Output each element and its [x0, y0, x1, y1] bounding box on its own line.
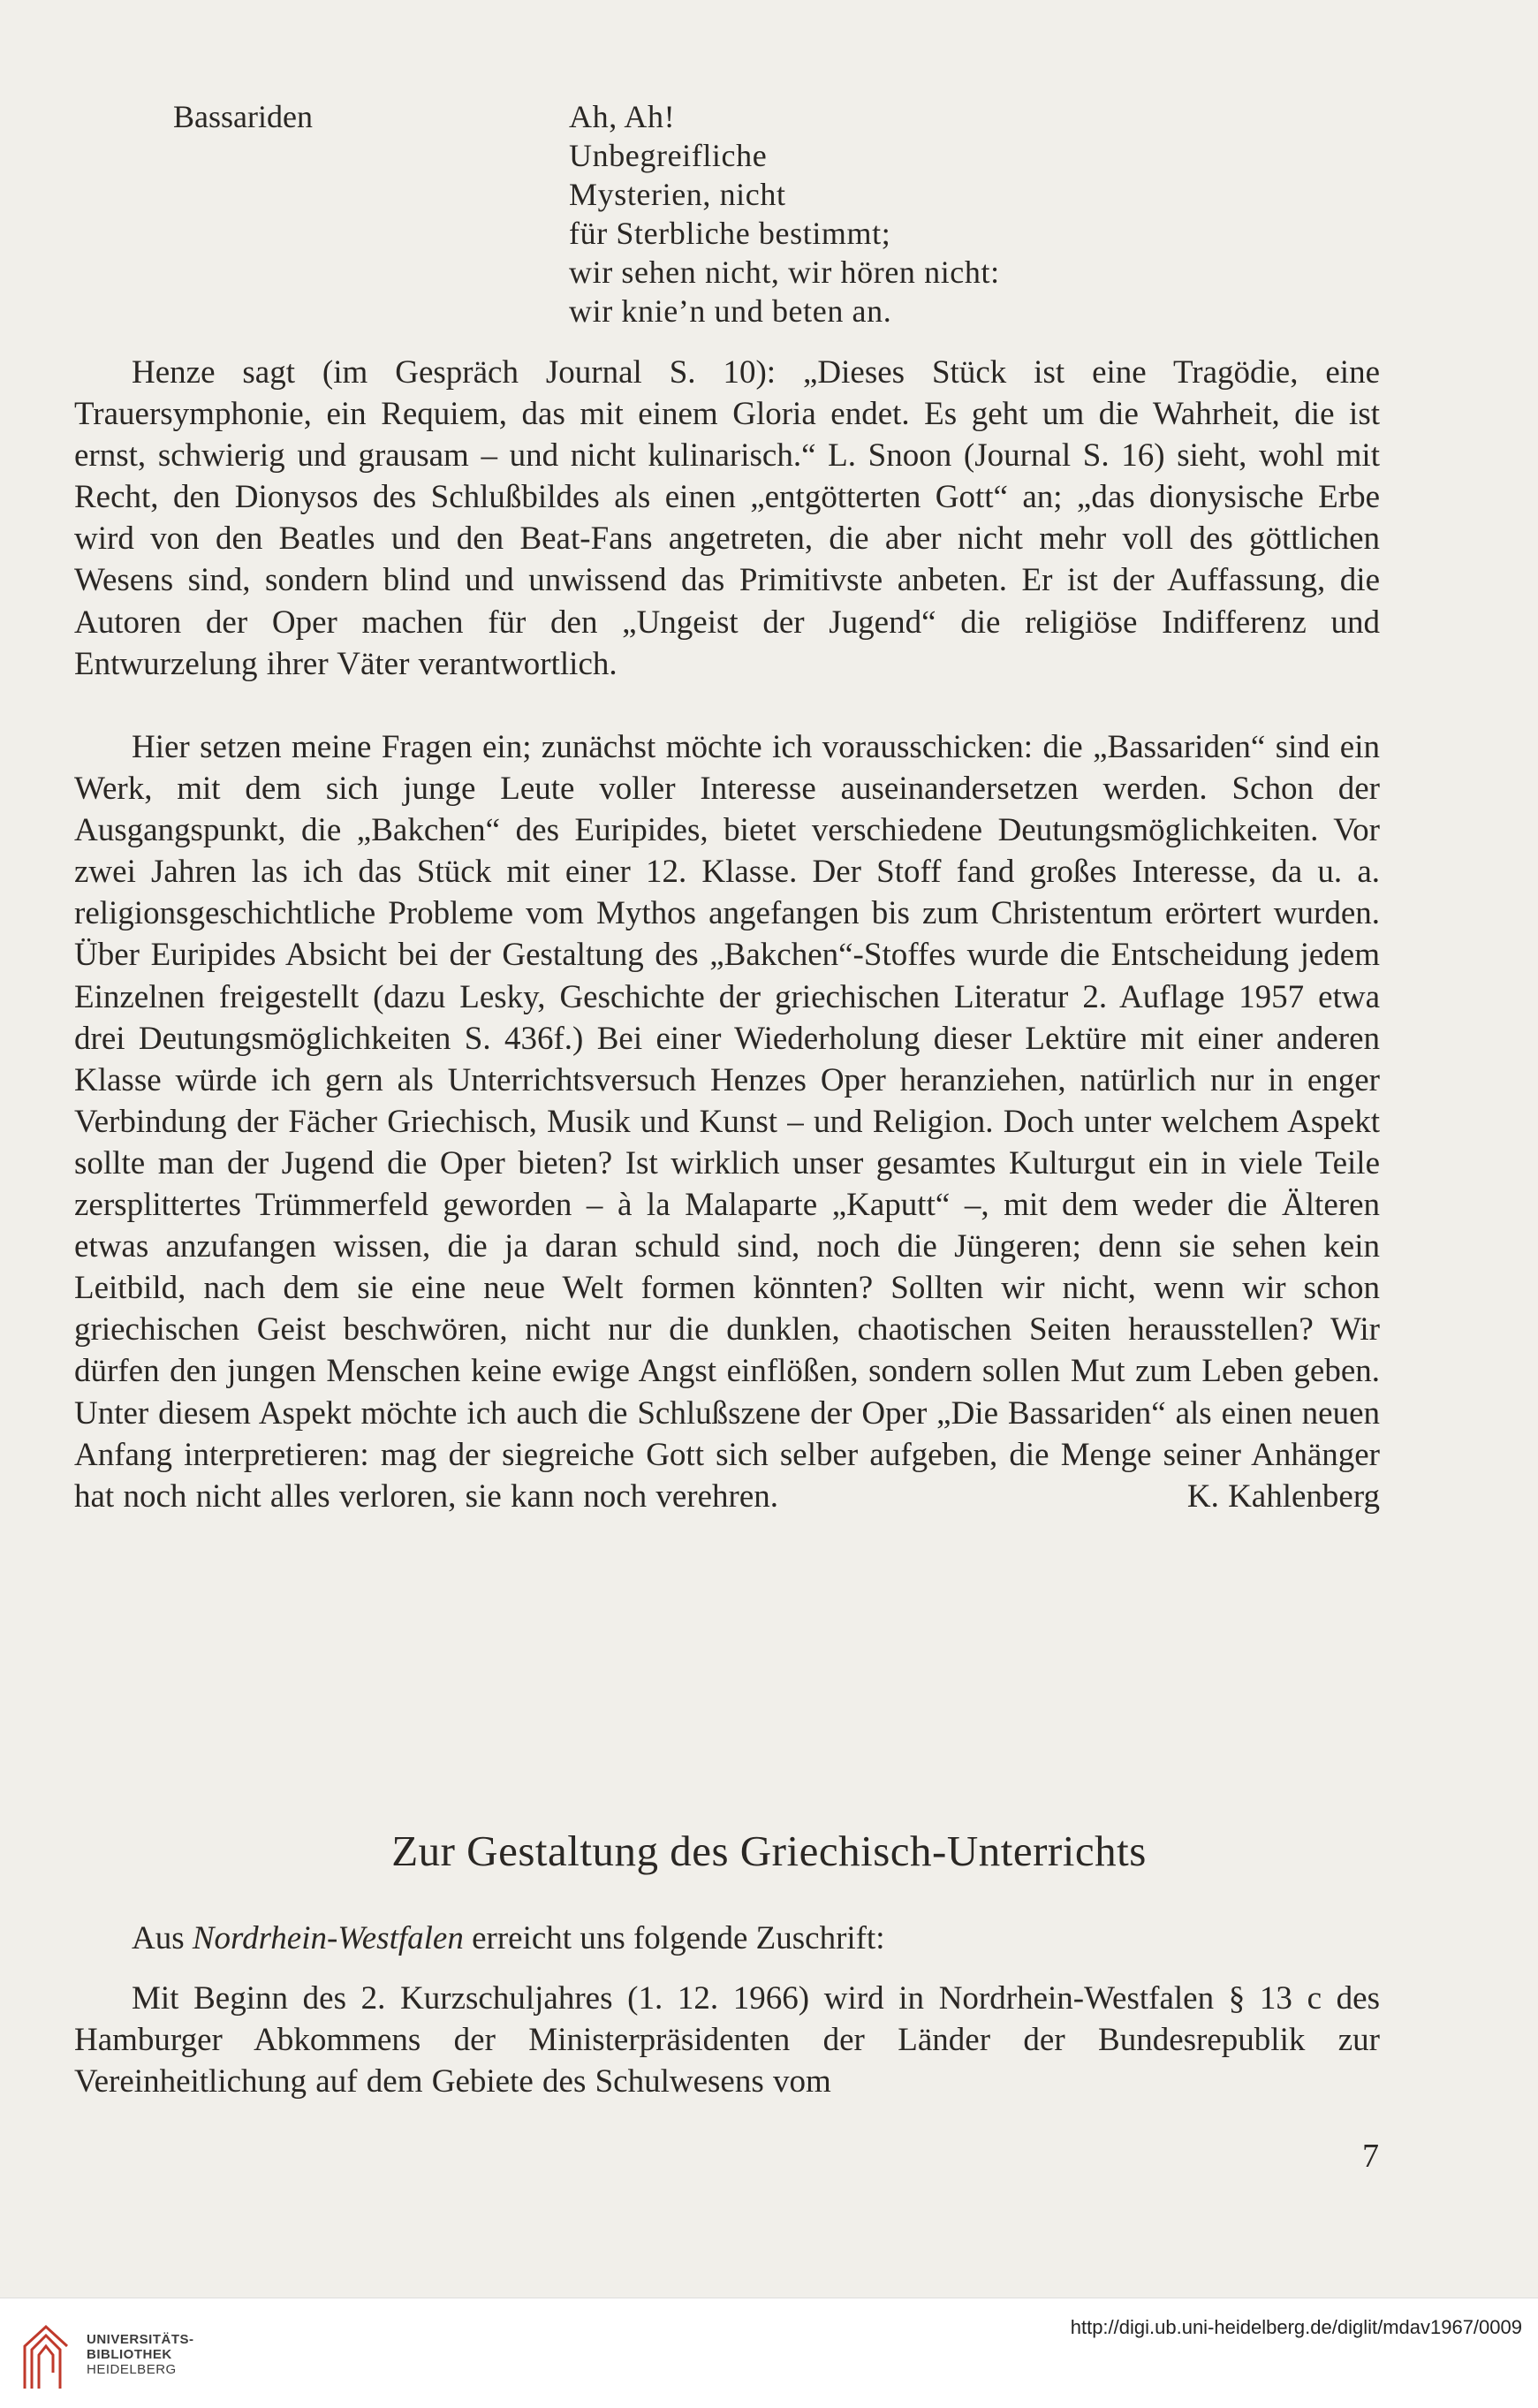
logo-line: UNIVERSITÄTS-	[87, 2332, 194, 2347]
verse-line: wir knie’n und beten an.	[569, 293, 892, 329]
library-logo-icon	[19, 2320, 74, 2394]
verse-line: Mysterien, nicht	[569, 177, 786, 212]
page-number: 7	[1362, 2138, 1379, 2175]
verse-line: Unbegreifliche	[569, 138, 768, 173]
paragraph-fragen	[74, 726, 1380, 1517]
paragraph-fragen-text: Hier setzen meine Fragen ein; zunächst möchte ich vorausschicken: die „Bassariden“ sind ein Werk, mit dem sich junge Leute voller Interesse auseinandersetzen werden. Schon der Ausgangspunkt, die „Bakchen“ des Euripides, bietet verschiedene Deutungsmöglichkeiten. Vor zwei Jahren las ich das Stück mit einer 12. Klasse. Der Stoff fand großes Interesse, da u. a. religionsgeschichtliche Probleme vom Mythos angefangen bis zum Christentum erörtert wurden. Über Euripides Absicht bei der Gestaltung des „Bakchen“-Stoffes wurde die Entscheidung jedem Einzelnen freigestellt (dazu Lesky, Geschichte der griechischen Literatur 2. Auflage 1957 etwa drei Deutungsmöglichkeiten S. 436f.) Bei einer Wiederholung dieser Lektüre mit einer anderen Klasse würde ich gern als Unterrichtsversuch Henzes Oper heranziehen, natürlich nur in enger Verbindung der Fächer Griechisch, Musik und Kunst – und Religion. Doch unter welchem Aspekt sollte man der Jugend die Oper bieten? Ist wirklich unser gesamtes Kulturgut ein in viele Teile zersplittertes Trümmerfeld geworden – à la Malaparte „Kaputt“ –, mit dem weder die Älteren etwas anzufangen wissen, die ja daran schuld sind, noch die Jüngeren; denn sie sehen kein Leitbild, nach dem sie eine neue Welt formen könnten? Sollten wir nicht, wenn wir schon griechischen Geist beschwören, nicht nur die dunklen, chaotischen Seiten herausstellen? Wir dürfen den jungen Menschen keine ewige Angst einflößen, sondern sollen Mut zum Leben geben. Unter diesem Aspekt möchte ich auch die Schlußszene der Oper „Die Bassariden“ als einen neuen Anfang interpretieren: mag der siegreiche Gott sich selber aufgeben, die Menge seiner Anhänger hat noch nicht alles verloren, sie kann noch verehren.	[74, 729, 1380, 1515]
paragraph-beginn: Mit Beginn des 2. Kurzschuljahres (1. 12. 1966) wird in Nordrhein-Westfalen § 13 c des Hamburger Abkommens der Ministerpräsidenten der Länder der Bundesrepublik zur Vereinheitlichung auf dem Gebiete des Schulwesens vom	[74, 1980, 1380, 2100]
verse-line: für Sterbliche bestimmt;	[569, 216, 891, 251]
library-logo-text	[87, 2332, 194, 2377]
intro-line	[132, 1919, 885, 1957]
verse-speaker: Bassariden	[173, 99, 313, 134]
verse-lines	[569, 97, 1000, 330]
paragraph-henze: Henze sagt (im Gespräch Journal S. 10): „Dieses Stück ist eine Tragödie, eine Trauersymphonie, ein Requiem, das mit einem Gloria endet. Es geht um die Wahrheit, die ist ernst, schwierig und grausam – und nicht kulinarisch.“ L. Snoon (Journal S. 16) sieht, wohl mit Recht, den Dionysos des Schlußbildes als einen „entgötterten Gott“ an; „das dionysische Erbe wird von den Beatles und den Beat-Fans angetreten, die aber nicht mehr voll des göttlichen Wesens sind, sondern blind und unwissend das Primitivste anbeten. Er ist der Auffassung, die Autoren der Oper machen für den „Ungeist der Jugend“ die religiöse Indifferenz und Entwurzelung ihrer Väter verantwortlich.	[74, 354, 1380, 682]
verse-line: wir sehen nicht, wir hören nicht:	[569, 254, 1000, 290]
intro-before: Aus	[132, 1920, 193, 1956]
logo-line: HEIDELBERG	[87, 2362, 177, 2377]
section-heading: Zur Gestaltung des Griechisch-Unterrichts	[391, 1827, 1147, 1875]
verse-line: Ah, Ah!	[569, 99, 676, 134]
intro-after: erreicht uns folgende Zuschrift:	[463, 1920, 885, 1956]
source-url-link[interactable]: http://digi.ub.uni-heidelberg.de/diglit/mdav1967/0009	[1070, 2316, 1522, 2338]
author-signature: K. Kahlenberg	[1186, 1477, 1380, 1515]
logo-line: BIBLIOTHEK	[87, 2347, 172, 2362]
footer-bar	[0, 2298, 1538, 2408]
intro-place: Nordrhein-Westfalen	[192, 1920, 464, 1956]
